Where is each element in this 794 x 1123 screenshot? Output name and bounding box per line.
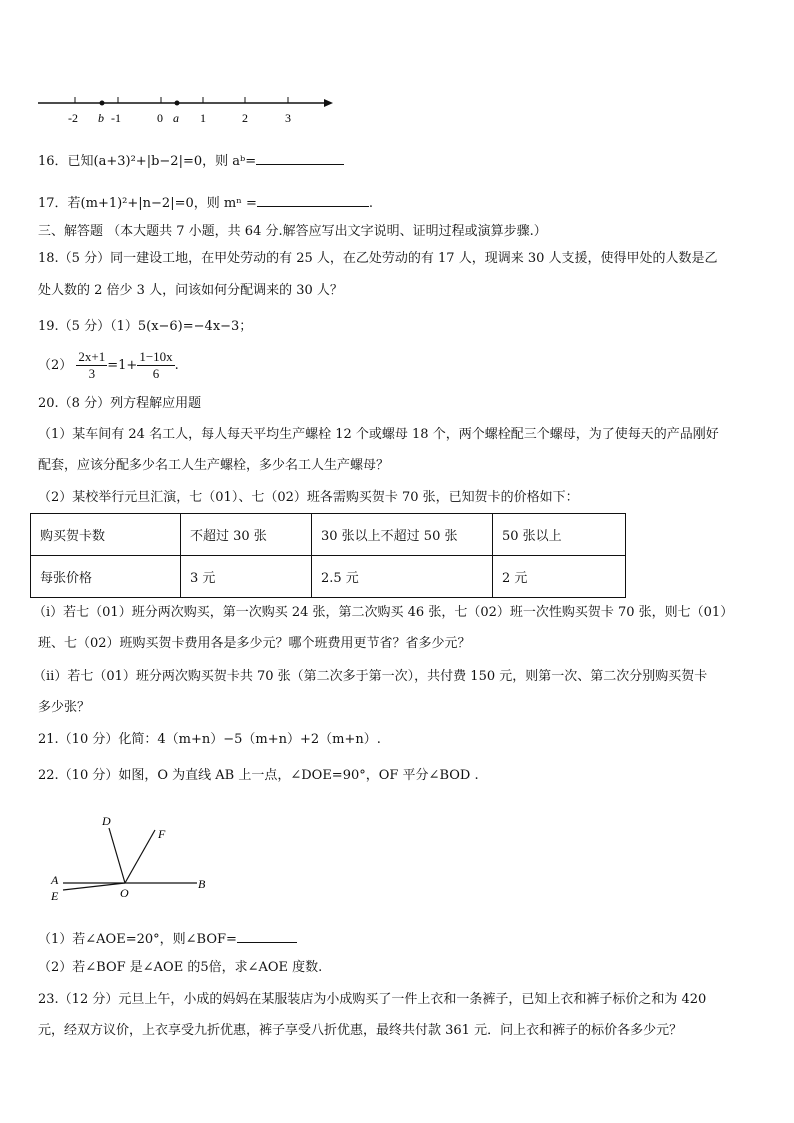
table-cell: 2 元: [493, 556, 626, 598]
tick-label: -2: [68, 111, 78, 125]
question-20-i-line1: （i）若七（01）班分两次购买，第一次购买 24 张，第二次购买 46 张，七（02）班一次性购买贺卡 70 张，则七（01）: [33, 605, 734, 620]
tick-label: a: [173, 111, 179, 125]
question-23-line2: 元，经双方议价，上衣享受九折优惠，裤子享受八折优惠，最终共付款 361 元．问上衣和裤子的标价各多少元？: [38, 1023, 683, 1038]
point-label-o: O: [120, 886, 129, 900]
equation-end: .: [174, 358, 179, 373]
table-cell: 购买贺卡数: [31, 514, 181, 556]
angle-figure: [45, 812, 225, 907]
question-20-ii-line2: 多少张？: [38, 700, 91, 715]
question-20-p2-line1: （2）某校举行元旦汇演，七（01）、七（02）班各需购买贺卡 70 张，已知贺卡的价格如下：: [38, 490, 579, 505]
tick-label: 2: [242, 111, 248, 125]
point-label-f: F: [158, 827, 166, 841]
numerator: 1−10x: [139, 349, 173, 364]
question-21: 21.（10 分）化简：4（m+n）−5（m+n）+2（m+n）.: [38, 732, 381, 747]
point-label-e: E: [51, 889, 59, 903]
answer-blank[interactable]: [256, 150, 344, 165]
question-16-text: 16．已知(a+3)²+|b−2|=0，则 aᵇ=: [38, 154, 257, 169]
point-label-d: D: [102, 814, 111, 828]
question-18-line2: 处人数的 2 倍少 3 人，问该如何分配调来的 30 人？: [38, 283, 343, 298]
fraction-2: [137, 349, 174, 382]
table-cell: 3 元: [181, 556, 312, 598]
question-20-p1-line1: （1）某车间有 24 名工人，每人每天平均生产螺栓 12 个或螺母 18 个，两个螺栓配三个螺母，为了使每天的产品刚好: [38, 427, 719, 442]
question-22-p1: [38, 928, 297, 949]
tick-label: 3: [285, 111, 291, 125]
point-label-b: B: [198, 877, 206, 891]
tick-label: 1: [200, 111, 206, 125]
question-17-text: 17．若(m+1)²+|n−2|=0，则 mⁿ =: [38, 196, 257, 211]
question-23-line1: 23.（12 分）元旦上午，小成的妈妈在某服装店为小成购买了一件上衣和一条裤子，已知上衣和裤子标价之和为 420: [38, 992, 707, 1007]
table-cell: 30 张以上不超过 50 张: [312, 514, 493, 556]
question-22: 22.（10 分）如图，O 为直线 AB 上一点，∠DOE=90°，OF 平分∠BOD .: [38, 768, 479, 783]
point-label-a: A: [51, 873, 59, 887]
table-cell: 50 张以上: [493, 514, 626, 556]
question-20-title: 20.（8 分）列方程解应用题: [38, 396, 202, 411]
tick-label: 0: [157, 111, 163, 125]
part-label: （2）: [38, 358, 73, 373]
numerator: 2x+1: [78, 349, 106, 364]
question-22-p2: （2）若∠BOF 是∠AOE 的5倍，求∠AOE 度数.: [38, 960, 323, 975]
number-line: [30, 90, 350, 130]
denominator: 3: [88, 366, 96, 381]
point-b: [100, 101, 105, 106]
question-22-p1-text: （1）若∠AOE=20°，则∠BOF=: [38, 932, 237, 947]
question-20-ii-line1: （ii）若七（01）班分两次购买贺卡共 70 张（第二次多于第一次），共付费 150 元，则第一次、第二次分别购买贺卡: [33, 669, 708, 684]
table-row: [31, 556, 626, 598]
tick-label: b: [98, 111, 104, 125]
question-19-line1: 19.（5 分）（1）5(x−6)=−4x−3；: [38, 319, 253, 334]
question-17: 17．若(m+1)²+|n−2|=0，则 mⁿ = .: [38, 192, 373, 213]
question-20-i-line2: 班、七（02）班购买贺卡费用各是多少元？哪个班费用更节省？省多少元？: [38, 636, 471, 651]
price-table: [30, 513, 626, 598]
answer-blank[interactable]: [257, 192, 369, 207]
table-row: [31, 514, 626, 556]
question-18-line1: 18.（5 分）同一建设工地，在甲处劳动的有 25 人，在乙处劳动的有 17 人，现调来 30 人支援，使得甲处的人数是乙: [38, 251, 718, 266]
question-16: [38, 150, 344, 171]
equation-mid: =1+: [107, 358, 138, 373]
table-cell: 不超过 30 张: [181, 514, 312, 556]
section-heading: 三、解答题 （本大题共 7 小题，共 64 分.解答应写出文字说明、证明过程或演算步骤.）: [38, 224, 547, 239]
tick-label: -1: [111, 111, 121, 125]
fraction-1: [76, 349, 107, 382]
denominator: 6: [152, 366, 160, 381]
table-cell: 2.5 元: [312, 556, 493, 598]
table-cell: 每张价格: [31, 556, 181, 598]
answer-blank[interactable]: [237, 928, 297, 943]
question-20-p1-line2: 配套，应该分配多少名工人生产螺栓，多少名工人生产螺母？: [38, 458, 390, 473]
point-a: [175, 101, 180, 106]
question-19-part2: [38, 348, 179, 384]
